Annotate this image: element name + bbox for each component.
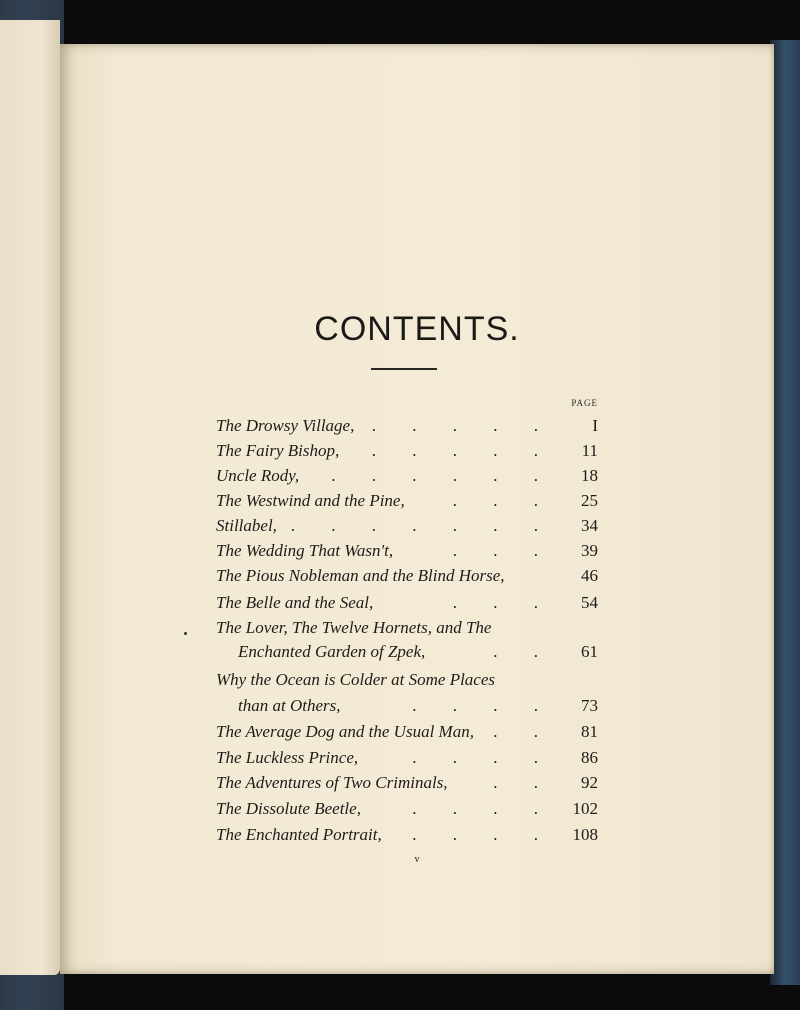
- toc-entry-page: 46: [581, 566, 598, 585]
- toc-leader-dots: . . . .: [412, 696, 554, 715]
- toc-leader-dots: . . .: [452, 541, 554, 560]
- page-folio: v: [414, 854, 420, 865]
- toc-entry-title: than at Others,: [238, 696, 341, 715]
- toc-entry-page: 39: [581, 541, 598, 560]
- toc-entry-title: Uncle Rody,: [216, 466, 300, 485]
- toc-entry-page: 61: [581, 642, 598, 661]
- toc-entry-title: The Westwind and the Pine,: [216, 491, 405, 510]
- toc-entry-page: 73: [581, 696, 598, 715]
- toc-leader-dots: . . . . .: [371, 441, 554, 460]
- toc-entry-title: The Dissolute Beetle,: [216, 799, 361, 818]
- toc-entry-page: 25: [581, 491, 598, 510]
- toc-leader-dots: . . . .: [412, 825, 554, 844]
- toc-leader-dots: . . . .: [412, 799, 554, 818]
- toc-entry-title: Why the Ocean is Colder at Some Places: [216, 670, 496, 689]
- left-page-sliver: [0, 20, 60, 975]
- toc-entry-page: 108: [572, 825, 598, 844]
- ink-speck: [184, 632, 187, 635]
- right-cover-edge: [770, 40, 800, 985]
- toc-entry-page: 34: [581, 516, 598, 535]
- toc-leader-dots: . . . . .: [371, 416, 554, 435]
- toc-entry-title: The Lover, The Twelve Hornets, and The: [216, 618, 492, 637]
- toc-entry-page: 54: [581, 593, 598, 612]
- toc-entry-title: The Belle and the Seal,: [216, 593, 374, 612]
- toc-entry-page: 92: [581, 773, 598, 792]
- toc-entry-title: The Pious Nobleman and the Blind Horse,: [216, 566, 505, 585]
- toc-leader-dots: . .: [493, 773, 554, 792]
- toc-entry-page: 18: [581, 466, 598, 485]
- book-page: [60, 44, 774, 974]
- toc-entry-title: The Drowsy Village,: [216, 416, 355, 435]
- toc-entry-title: The Fairy Bishop,: [216, 441, 340, 460]
- page-column-header: PAGE: [571, 398, 598, 408]
- left-cover-edge: [0, 0, 64, 1010]
- toc-entry-page: 86: [581, 748, 598, 767]
- toc-entry-title: Enchanted Garden of Zpek,: [238, 642, 426, 661]
- toc-entry-title: Stillabel,: [216, 516, 277, 535]
- toc-entry-title: The Enchanted Portrait,: [216, 825, 382, 844]
- page-title: CONTENTS.: [314, 310, 520, 348]
- toc-entry-page: I: [592, 416, 598, 435]
- toc-leader-dots: . . . . . .: [331, 466, 554, 485]
- toc-leader-dots: . .: [493, 722, 554, 741]
- toc-entry-title: The Average Dog and the Usual Man,: [216, 722, 474, 741]
- toc-entry-title: The Wedding That Wasn't,: [216, 541, 394, 560]
- toc-leader-dots: . . . . . . .: [290, 516, 554, 535]
- toc-leader-dots: . . .: [452, 491, 554, 510]
- toc-entry-title: The Luckless Prince,: [216, 748, 359, 767]
- toc-entry-page: 102: [572, 799, 598, 818]
- title-rule: [371, 368, 437, 370]
- toc-entry-page: 11: [581, 441, 598, 460]
- toc-entry-page: 81: [581, 722, 598, 741]
- toc-leader-dots: . .: [493, 642, 554, 661]
- toc-leader-dots: . . . .: [412, 748, 554, 767]
- toc-entry-title: The Adventures of Two Criminals,: [216, 773, 448, 792]
- toc-leader-dots: . . .: [452, 593, 554, 612]
